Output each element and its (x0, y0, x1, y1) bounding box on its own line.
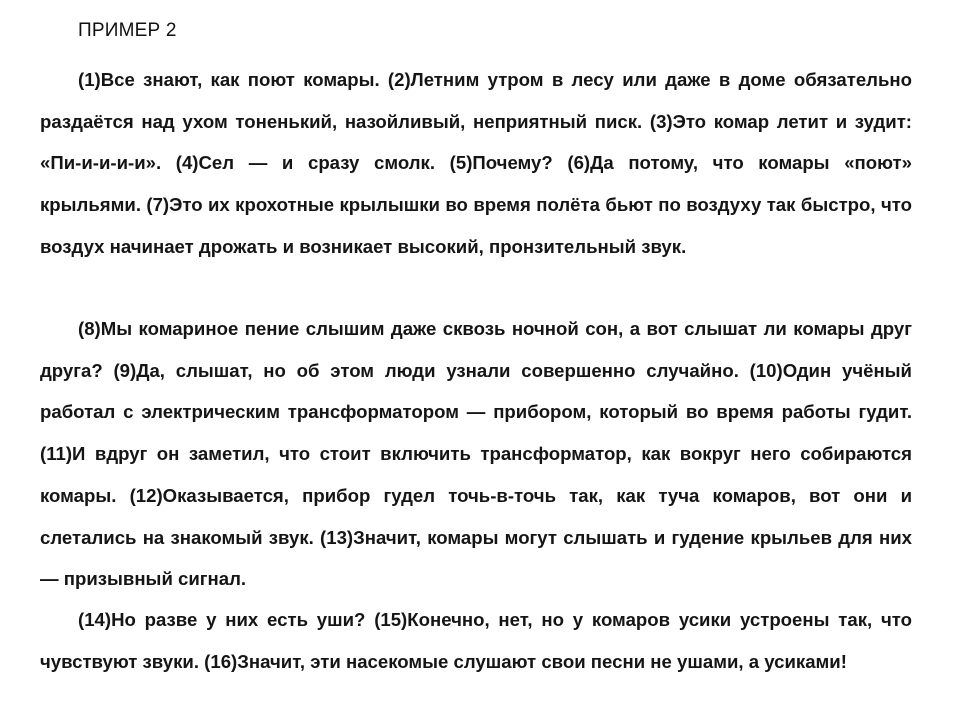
paragraph-1: (1)Все знают, как поют комары. (2)Летним утром в лесу или даже в доме обязательно раздаётся над ухом тоненький, назойливый, неприятный писк. (3)Это комар летит и зудит: «Пи-и-и-и-и». (4)Сел — и сразу смолк. (5)Почему? (6)Да потому, что комары «поют» крыльями. (7)Это их крохотные крылышки во время полёта бьют по воздуху так быстро, что воздух начинает дрожать и возникает высокий, пронзительный звук. (40, 69, 912, 257)
paragraph-3: (14)Но разве у них есть уши? (15)Конечно, нет, но у комаров усики устроены так, что чувствуют звуки. (16)Значит, эти насекомые слушают свои песни не ушами, а усиками! (40, 609, 912, 672)
paragraph-2: (8)Мы комариное пение слышим даже сквозь ночной сон, а вот слышат ли комары друг друга? (9)Да, слышат, но об этом люди узнали совершенно случайно. (10)Один учёный работал с электрическим трансформатором — прибором, который во время работы гудит. (11)И вдруг он заметил, что стоит включить трансформатор, как вокруг него собираются комары. (12)Оказывается, прибор гудел точь-в-точь так, как туча комаров, вот они и слетались на знакомый звук. (13)Значит, комары могут слышать и гудение крыльев для них — призывный сигнал. (40, 318, 912, 590)
example-heading: ПРИМЕР 2 (78, 20, 177, 41)
